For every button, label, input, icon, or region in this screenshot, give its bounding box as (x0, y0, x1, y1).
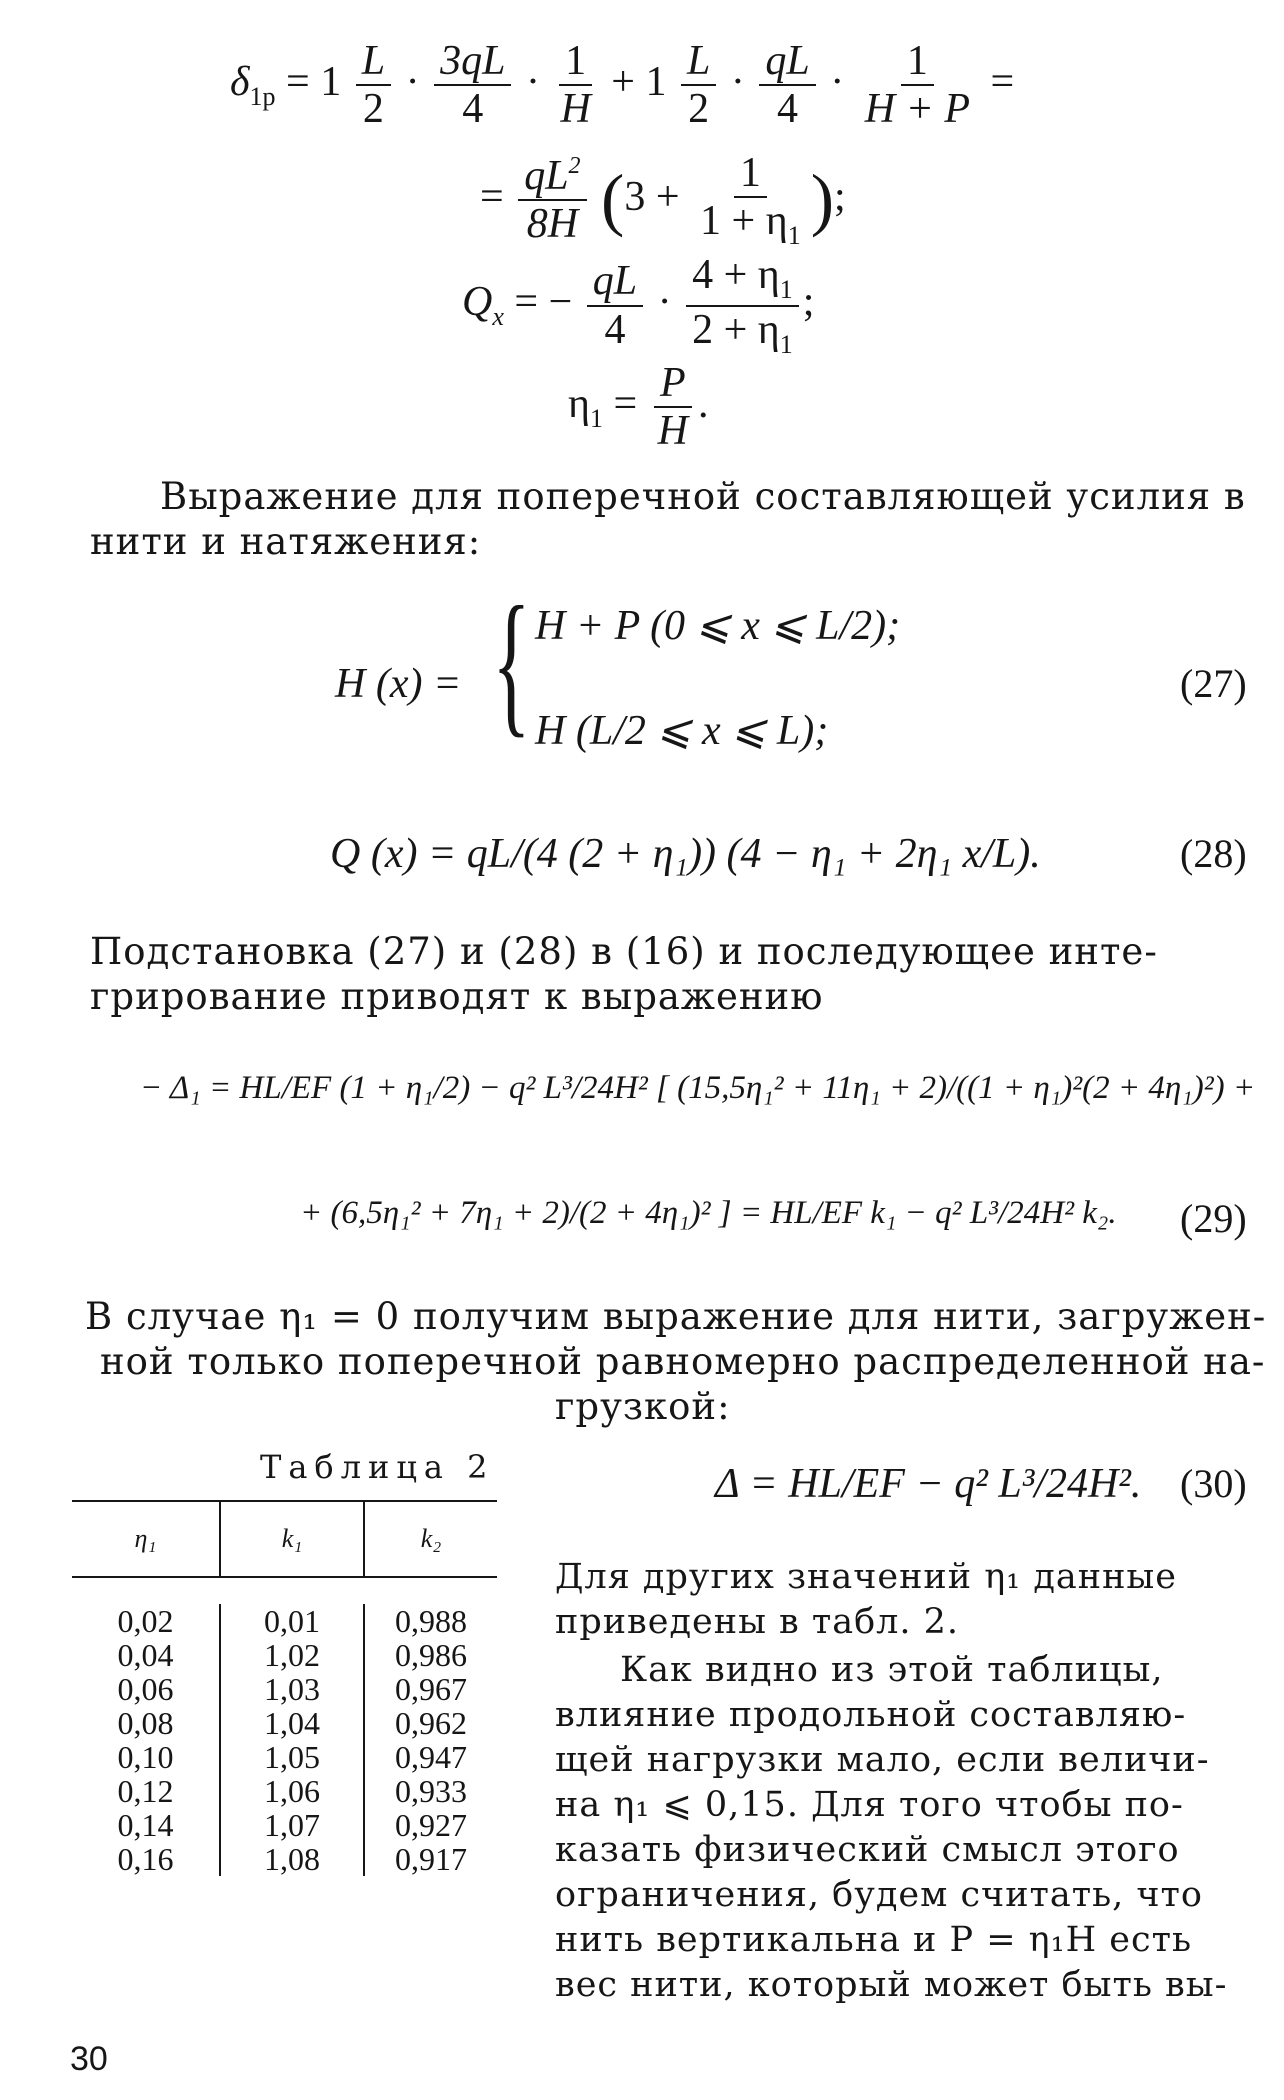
paragraph-3-line-1: В случае η₁ = 0 получим выражение для нити, загружен- (85, 1295, 1267, 1338)
equation-29-line-1: − Δ₁ = HL/EF (1 + η₁/2) − q² L³/24H² [ (15,5η₁² + 11η₁ + 2)/((1 + η₁)²(2 + 4η₁)²) + (140, 1070, 1256, 1106)
paragraph-1-line-2: нити и натяжения: (90, 520, 482, 563)
formula-qx: $Q_x$ = − $\frac{qL}{4}$ · $\frac{4 + \eta_1}{2 + \eta_1}$ ; (462, 252, 815, 359)
equation-27-lhs: H (x) = (335, 661, 462, 707)
equation-27-case-2: H (L/2 ⩽ x ⩽ L); (535, 708, 829, 754)
cell-k2: 0,933 (364, 1774, 497, 1808)
equation-number-29: (29) (1180, 1196, 1247, 1241)
cell-k1: 1,04 (220, 1706, 364, 1740)
equation-28: Q (x) = qL/(4 (2 + η₁)) (4 − η₁ + 2η₁ x/L). (330, 831, 1041, 877)
header-eta1: η₁ (72, 1501, 220, 1577)
page-number: 30 (70, 2040, 108, 2078)
equation-29-line-2: + (6,5η₁² + 7η₁ + 2)/(2 + 4η₁)² ] = HL/EF k₁ − q² L³/24H² k₂. (300, 1195, 1117, 1231)
table-row (72, 1774, 497, 1808)
cell-k2: 0,986 (364, 1638, 497, 1672)
equation-number-27: (27) (1180, 661, 1247, 706)
table-row (72, 1706, 497, 1740)
table-row (72, 1740, 497, 1774)
cell-k2: 0,917 (364, 1842, 497, 1876)
table-row (72, 1842, 497, 1876)
equation-number-30: (30) (1180, 1461, 1247, 1506)
cell-k1: 1,02 (220, 1638, 364, 1672)
paragraph-2-line-1: Подстановка (27) и (28) в (16) и последующее инте- (90, 930, 1158, 973)
right-text-line: ограничения, будем считать, что (555, 1875, 1203, 1915)
cell-eta1: 0,14 (117, 1807, 174, 1843)
cell-k1: 1,03 (220, 1672, 364, 1706)
table-row (72, 1604, 497, 1638)
cell-k2: 0,947 (364, 1740, 497, 1774)
right-text-line: казать физический смысл этого (555, 1830, 1180, 1870)
right-text-line: влияние продольной составляю- (555, 1695, 1187, 1735)
right-text-line: Для других значений η₁ данные (555, 1557, 1177, 1597)
equation-number-28: (28) (1180, 831, 1247, 876)
formula-delta-1p: $\delta_{1p} = 1$ $\frac{L}{2}$ · $\frac{3qL}{4}$ · $\frac{1}{H}$ + 1 $\frac{L}{2}$ · $\frac{qL}{4}$ · $\frac{1}{H + P}$ = (230, 38, 1015, 133)
right-text-line: приведены в табл. 2. (555, 1602, 960, 1642)
header-k2: k₂ (364, 1501, 497, 1577)
cell-k2: 0,962 (364, 1706, 497, 1740)
equation-30: Δ = HL/EF − q² L³/24H². (715, 1461, 1142, 1507)
table-row (72, 1808, 497, 1842)
table-spacer (72, 1577, 497, 1604)
cell-k2: 0,927 (364, 1808, 497, 1842)
paragraph-2-line-2: грирование приводят к выражению (90, 975, 824, 1018)
right-text-line: нить вертикальна и P = η₁H есть (555, 1920, 1193, 1960)
table-row (72, 1672, 497, 1706)
formula-line-2: = $\frac{qL^2}{8H}$ (3 + $\frac{1}{1 + \eta_1}$ ); (480, 150, 846, 251)
cell-eta1: 0,02 (117, 1603, 174, 1639)
cell-k2: 0,967 (364, 1672, 497, 1706)
cell-k1: 1,08 (220, 1842, 364, 1876)
cell-eta1: 0,12 (117, 1773, 174, 1809)
right-text-line: Как видно из этой таблицы, (620, 1650, 1164, 1690)
table-header-row (72, 1501, 497, 1577)
header-k1: k₁ (220, 1501, 364, 1577)
table-row (72, 1638, 497, 1672)
cell-eta1: 0,08 (117, 1705, 174, 1741)
table-2 (72, 1500, 497, 1926)
cell-k1: 0,01 (220, 1604, 364, 1638)
right-text-line: щей нагрузки мало, если величи- (555, 1740, 1210, 1780)
paragraph-1-line-1: Выражение для поперечной составляющей усилия в (160, 475, 1246, 518)
cell-k1: 1,06 (220, 1774, 364, 1808)
cell-k1: 1,05 (220, 1740, 364, 1774)
cell-k1: 1,07 (220, 1808, 364, 1842)
paragraph-3-line-2: ной только поперечной равномерно распределенной на- (100, 1340, 1266, 1383)
right-text-line: на η₁ ⩽ 0,15. Для того чтобы по- (555, 1785, 1184, 1825)
cell-eta1: 0,16 (117, 1841, 174, 1877)
paragraph-3-line-3: грузкой: (555, 1385, 731, 1428)
cell-eta1: 0,06 (117, 1671, 174, 1707)
cell-k2: 0,988 (364, 1604, 497, 1638)
equation-27-case-1: H + P (0 ⩽ x ⩽ L/2); (535, 603, 901, 649)
left-brace: { (492, 573, 531, 751)
formula-eta1: $\eta_1$ = $\frac{P}{H}$ . (568, 360, 709, 455)
table-caption: Таблица 2 (260, 1448, 495, 1486)
right-text-line: вес нити, который может быть вы- (555, 1965, 1228, 2005)
table-spacer (72, 1876, 497, 1926)
cell-eta1: 0,10 (117, 1739, 174, 1775)
cell-eta1: 0,04 (117, 1637, 174, 1673)
